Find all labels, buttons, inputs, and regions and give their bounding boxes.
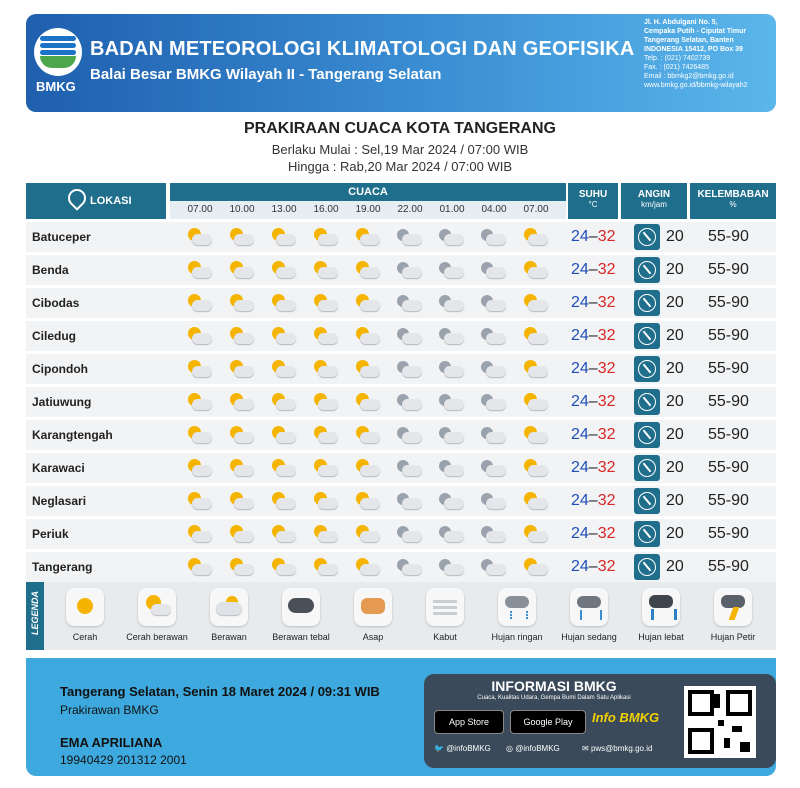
- partly-cloudy-icon: [270, 525, 296, 543]
- column-header-weather: [170, 183, 566, 219]
- cloudy-night-icon: [396, 426, 422, 444]
- address-line: INDONESIA 15412, PO Box 39: [644, 46, 743, 53]
- table-row: [26, 486, 776, 516]
- mail-icon: ✉: [582, 744, 591, 753]
- partly-cloudy-icon: [354, 327, 380, 345]
- table-row: [26, 354, 776, 384]
- partly-cloudy-icon: [354, 492, 380, 510]
- forecaster-name: EMA APRILIANA: [60, 735, 163, 750]
- table-row: [26, 519, 776, 549]
- partly-cloudy-icon: [228, 558, 254, 576]
- address-website: www.bmkg.go.id/bbmkg-wilayah2: [644, 82, 748, 89]
- partly-cloudy-icon: [270, 558, 296, 576]
- wind-unit: km/jam: [641, 200, 667, 209]
- wind-direction-icon: [634, 521, 660, 547]
- qr-code-icon: [684, 686, 756, 758]
- temperature-range: 24–32: [571, 327, 616, 344]
- cloudy-night-icon: [396, 294, 422, 312]
- partly-cloudy-icon: [228, 426, 254, 444]
- cloudy-night-icon: [396, 492, 422, 510]
- partly-cloudy-icon: [228, 261, 254, 279]
- partly-cloudy-icon: [522, 327, 548, 345]
- humidity-range: 55-90: [708, 360, 749, 377]
- time-label: 22.00: [397, 204, 423, 215]
- temperature-range: 24–32: [571, 459, 616, 476]
- partly-cloudy-icon: [228, 525, 254, 543]
- partly-cloudy-icon: [522, 426, 548, 444]
- cloudy-night-icon: [480, 360, 506, 378]
- column-header-wind: [621, 183, 687, 219]
- partly-cloudy-icon: [312, 558, 338, 576]
- info-bmkg-app-label: Info BMKG: [592, 710, 660, 725]
- wind-speed: 20: [666, 294, 684, 311]
- table-row: [26, 222, 776, 252]
- twitter-icon: 🐦: [434, 744, 447, 753]
- cloudy-night-icon: [396, 558, 422, 576]
- legend-label: LEGENDA: [30, 591, 40, 636]
- humidity-range: 55-90: [708, 492, 749, 509]
- cloudy-night-icon: [396, 327, 422, 345]
- legend-item-berawan: Berawan: [194, 588, 264, 642]
- partly-cloudy-icon: [522, 261, 548, 279]
- wind-direction-icon: [634, 422, 660, 448]
- cloudy-night-icon: [480, 327, 506, 345]
- cloudy-night-icon: [438, 261, 464, 279]
- address-fax: Fax. : (021) 7426485: [644, 64, 709, 71]
- temperature-range: 24–32: [571, 492, 616, 509]
- humidity-range: 55-90: [708, 459, 749, 476]
- wind-direction-icon: [634, 224, 660, 250]
- table-row: [26, 255, 776, 285]
- partly-cloudy-icon: [312, 459, 338, 477]
- legend-item-cerah-berawan: Cerah berawan: [122, 588, 192, 642]
- temperature-range: 24–32: [571, 360, 616, 377]
- address-email: Email : bbmkg2@bmkg.go.id: [644, 73, 734, 80]
- cloudy-night-icon: [396, 459, 422, 477]
- instagram-handle[interactable]: ◎ @infoBMKG: [506, 744, 560, 753]
- partly-cloudy-icon: [186, 294, 212, 312]
- partly-cloudy-icon: [228, 228, 254, 246]
- cloudy-night-icon: [438, 525, 464, 543]
- time-label: 13.00: [271, 204, 297, 215]
- time-label: 04.00: [481, 204, 507, 215]
- info-subtitle: Cuaca, Kualitas Udara, Gempa Bumi Dalam Satu Aplikasi: [477, 695, 631, 701]
- cloudy-night-icon: [438, 327, 464, 345]
- weather-header-label: CUACA: [170, 183, 566, 201]
- wind-speed: 20: [666, 393, 684, 410]
- wind-speed: 20: [666, 327, 684, 344]
- partly-cloudy-icon: [186, 261, 212, 279]
- location-name: Karawaci: [32, 461, 85, 475]
- partly-cloudy-icon: [270, 228, 296, 246]
- partly-cloudy-icon: [354, 426, 380, 444]
- legend-item-cerah: Cerah: [50, 588, 120, 642]
- humidity-header-label: KELEMBABAN: [697, 189, 769, 200]
- address-line: Jl. H. Abdulgani No. 5,: [644, 19, 718, 26]
- time-label: 01.00: [439, 204, 465, 215]
- cloudy-night-icon: [438, 426, 464, 444]
- legend-tag: [26, 582, 44, 650]
- google-play-badge[interactable]: Google Play: [510, 710, 586, 734]
- partly-cloudy-icon: [522, 294, 548, 312]
- cloudy-night-icon: [438, 393, 464, 411]
- wind-direction-icon: [634, 257, 660, 283]
- partly-cloudy-icon: [354, 294, 380, 312]
- partly-cloudy-icon: [354, 360, 380, 378]
- location-name: Periuk: [32, 527, 69, 541]
- location-name: Benda: [32, 263, 69, 277]
- humidity-range: 55-90: [708, 426, 749, 443]
- wind-direction-icon: [634, 488, 660, 514]
- org-subtitle: Balai Besar BMKG Wilayah II - Tangerang Selatan: [90, 66, 442, 83]
- twitter-handle[interactable]: 🐦 @infoBMKG: [434, 744, 491, 753]
- cloudy-night-icon: [438, 492, 464, 510]
- temperature-range: 24–32: [571, 525, 616, 542]
- partly-cloudy-icon: [186, 360, 212, 378]
- partly-cloudy-icon: [354, 459, 380, 477]
- time-label: 07.00: [187, 204, 213, 215]
- time-label: 10.00: [229, 204, 255, 215]
- cloudy-night-icon: [396, 393, 422, 411]
- partly-cloudy-icon: [522, 459, 548, 477]
- legend-item-hujan-lebat: Hujan lebat: [626, 588, 696, 642]
- partly-cloudy-icon: [270, 360, 296, 378]
- temperature-range: 24–32: [571, 393, 616, 410]
- legend-item-kabut: Kabut: [410, 588, 480, 642]
- column-header-location: [26, 183, 166, 219]
- location-name: Batuceper: [32, 230, 91, 244]
- address-line: Cempaka Putih - Ciputat Timur: [644, 28, 747, 35]
- location-name: Karangtengah: [32, 428, 113, 442]
- partly-cloudy-icon: [228, 294, 254, 312]
- partly-cloudy-icon: [228, 492, 254, 510]
- humidity-range: 55-90: [708, 393, 749, 410]
- info-bmkg-panel: [424, 674, 776, 768]
- cloudy-night-icon: [480, 261, 506, 279]
- partly-cloudy-icon: [312, 327, 338, 345]
- partly-cloudy-icon: [522, 360, 548, 378]
- partly-cloudy-icon: [186, 459, 212, 477]
- partly-cloudy-icon: [312, 294, 338, 312]
- wind-speed: 20: [666, 360, 684, 377]
- temperature-range: 24–32: [571, 294, 616, 311]
- wind-speed: 20: [666, 261, 684, 278]
- cloudy-night-icon: [438, 294, 464, 312]
- partly-cloudy-icon: [354, 261, 380, 279]
- partly-cloudy-icon: [186, 327, 212, 345]
- column-header-humidity: [690, 183, 776, 219]
- info-title: INFORMASI BMKG: [491, 678, 617, 694]
- address-line: Tangerang Selatan, Banten: [644, 37, 734, 44]
- partly-cloudy-icon: [522, 525, 548, 543]
- cloudy-night-icon: [396, 228, 422, 246]
- partly-cloudy-icon: [270, 426, 296, 444]
- partly-cloudy-icon: [186, 525, 212, 543]
- cloudy-night-icon: [480, 393, 506, 411]
- app-store-badge[interactable]: App Store: [434, 710, 504, 734]
- temp-header-label: SUHU: [578, 189, 608, 200]
- table-row: [26, 552, 776, 582]
- humidity-range: 55-90: [708, 327, 749, 344]
- cloudy-night-icon: [438, 228, 464, 246]
- location-name: Neglasari: [32, 494, 87, 508]
- cloudy-night-icon: [480, 426, 506, 444]
- partly-cloudy-icon: [522, 492, 548, 510]
- partly-cloudy-icon: [354, 558, 380, 576]
- legend: [26, 582, 776, 650]
- location-name: Ciledug: [32, 329, 76, 343]
- logo-text: BMKG: [36, 79, 76, 94]
- cloudy-night-icon: [480, 228, 506, 246]
- humidity-range: 55-90: [708, 558, 749, 575]
- wind-header-label: ANGIN: [637, 189, 671, 200]
- location-name: Cibodas: [32, 296, 80, 310]
- partly-cloudy-icon: [270, 459, 296, 477]
- partly-cloudy-icon: [312, 360, 338, 378]
- wind-speed: 20: [666, 558, 684, 575]
- partly-cloudy-icon: [270, 492, 296, 510]
- partly-cloudy-icon: [186, 228, 212, 246]
- wind-direction-icon: [634, 290, 660, 316]
- cloudy-night-icon: [480, 492, 506, 510]
- wind-speed: 20: [666, 426, 684, 443]
- valid-from: Berlaku Mulai : Sel,19 Mar 2024 / 07:00 WIB: [271, 142, 529, 157]
- forecast-title: PRAKIRAAN CUACA KOTA TANGERANG: [244, 120, 556, 137]
- humidity-range: 55-90: [708, 228, 749, 245]
- partly-cloudy-icon: [522, 393, 548, 411]
- humidity-unit: %: [729, 200, 737, 209]
- partly-cloudy-icon: [228, 360, 254, 378]
- time-label: 19.00: [355, 204, 381, 215]
- partly-cloudy-icon: [312, 228, 338, 246]
- wind-speed: 20: [666, 459, 684, 476]
- valid-until: Hingga : Rab,20 Mar 2024 / 07:00 WIB: [287, 159, 512, 174]
- column-header-temperature: [568, 183, 618, 219]
- cloudy-night-icon: [438, 558, 464, 576]
- address-block: [644, 18, 766, 90]
- location-name: Cipondoh: [32, 362, 88, 376]
- partly-cloudy-icon: [312, 261, 338, 279]
- cloudy-night-icon: [480, 459, 506, 477]
- legend-item-hujan-petir: Hujan Petir: [698, 588, 768, 642]
- partly-cloudy-icon: [312, 525, 338, 543]
- time-header-row: [170, 201, 566, 219]
- partly-cloudy-icon: [522, 558, 548, 576]
- table-row: [26, 288, 776, 318]
- partly-cloudy-icon: [312, 492, 338, 510]
- partly-cloudy-icon: [522, 228, 548, 246]
- location-name: Jatiuwung: [32, 395, 92, 409]
- forecaster-nip: 19940429 201312 2001: [60, 753, 187, 767]
- bmkg-logo-icon: [34, 28, 82, 76]
- partly-cloudy-icon: [186, 393, 212, 411]
- cloudy-night-icon: [396, 525, 422, 543]
- cloudy-night-icon: [396, 261, 422, 279]
- location-name: Tangerang: [32, 560, 93, 574]
- org-title: BADAN METEOROLOGI KLIMATOLOGI DAN GEOFISIKA: [90, 38, 635, 60]
- partly-cloudy-icon: [312, 426, 338, 444]
- wind-speed: 20: [666, 228, 684, 245]
- partly-cloudy-icon: [354, 393, 380, 411]
- cloudy-night-icon: [480, 525, 506, 543]
- forecaster-role: Prakirawan BMKG: [60, 703, 159, 717]
- humidity-range: 55-90: [708, 261, 749, 278]
- time-label: 07.00: [523, 204, 549, 215]
- temp-unit: °C: [588, 200, 598, 209]
- partly-cloudy-icon: [354, 525, 380, 543]
- humidity-range: 55-90: [708, 525, 749, 542]
- table-row: [26, 453, 776, 483]
- wind-speed: 20: [666, 492, 684, 509]
- partly-cloudy-icon: [312, 393, 338, 411]
- cloudy-night-icon: [480, 558, 506, 576]
- legend-item-hujan-sedang: Hujan sedang: [554, 588, 624, 642]
- cloudy-night-icon: [438, 459, 464, 477]
- wind-direction-icon: [634, 455, 660, 481]
- issued-date: Tangerang Selatan, Senin 18 Maret 2024 / 09:31 WIB: [60, 684, 380, 699]
- partly-cloudy-icon: [228, 393, 254, 411]
- temperature-range: 24–32: [571, 228, 616, 245]
- footer: [26, 658, 776, 776]
- partly-cloudy-icon: [270, 294, 296, 312]
- cloudy-night-icon: [480, 294, 506, 312]
- partly-cloudy-icon: [270, 393, 296, 411]
- wind-direction-icon: [634, 389, 660, 415]
- partly-cloudy-icon: [186, 492, 212, 510]
- time-label: 16.00: [313, 204, 339, 215]
- instagram-icon: ◎: [506, 744, 516, 753]
- wind-speed: 20: [666, 525, 684, 542]
- table-row: [26, 321, 776, 351]
- table-row: [26, 387, 776, 417]
- address-phone: Telp. : (021) 7402739: [644, 55, 711, 62]
- partly-cloudy-icon: [228, 459, 254, 477]
- partly-cloudy-icon: [186, 558, 212, 576]
- temperature-range: 24–32: [571, 558, 616, 575]
- partly-cloudy-icon: [270, 261, 296, 279]
- partly-cloudy-icon: [354, 228, 380, 246]
- location-header-label: LOKASI: [90, 195, 132, 207]
- legend-item-hujan-ringan: Hujan ringan: [482, 588, 552, 642]
- partly-cloudy-icon: [186, 426, 212, 444]
- contact-email[interactable]: ✉ pws@bmkg.go.id: [582, 744, 653, 753]
- wind-direction-icon: [634, 356, 660, 382]
- location-pin-icon: [64, 185, 89, 210]
- header-banner: [26, 14, 776, 112]
- partly-cloudy-icon: [270, 327, 296, 345]
- table-row: [26, 420, 776, 450]
- temperature-range: 24–32: [571, 426, 616, 443]
- legend-item-asap: Asap: [338, 588, 408, 642]
- humidity-range: 55-90: [708, 294, 749, 311]
- wind-direction-icon: [634, 554, 660, 580]
- cloudy-night-icon: [396, 360, 422, 378]
- cloudy-night-icon: [438, 360, 464, 378]
- partly-cloudy-icon: [228, 327, 254, 345]
- wind-direction-icon: [634, 323, 660, 349]
- legend-item-berawan-tebal: Berawan tebal: [266, 588, 336, 642]
- sun-icon: [77, 598, 93, 614]
- temperature-range: 24–32: [571, 261, 616, 278]
